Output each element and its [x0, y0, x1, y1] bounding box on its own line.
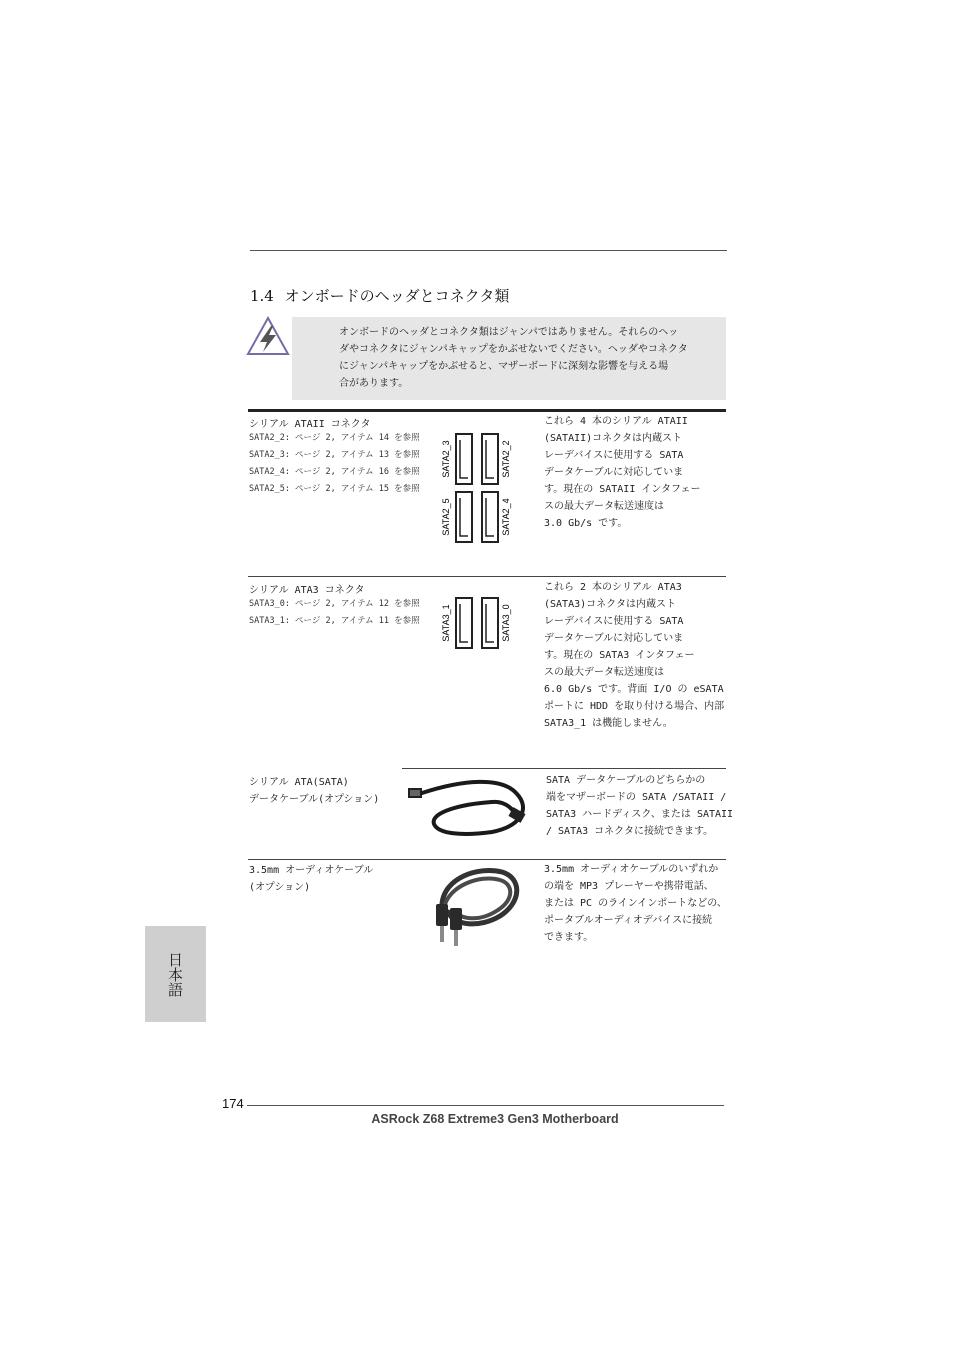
- note-line: にジャンパキャップをかぶせると、マザーボードに深刻な影響を与える場: [339, 361, 669, 372]
- note-line: オンボードのヘッダとコネクタ類はジャンパではありません。それらのヘッ: [339, 327, 679, 338]
- connector-label-sata2-5: SATA2_5: [441, 498, 451, 536]
- sata2-ref: SATA2_4: ページ 2, アイテム 16 を参照: [249, 467, 420, 477]
- sata3-connectors-diagram: [438, 592, 518, 652]
- desc-line: これら 2 本のシリアル ATA3: [544, 582, 682, 593]
- desc-line: スの最大データ転送速度は: [544, 667, 664, 678]
- desc-line: の端を MP3 プレーヤーや携帯電話、: [544, 881, 714, 892]
- warning-icon: [246, 316, 290, 356]
- connector-label-sata3-1: SATA3_1: [441, 604, 451, 642]
- sata3-title: シリアル ATA3 コネクタ: [249, 585, 365, 596]
- footer-rule: [247, 1105, 724, 1106]
- connector-label-sata2-3: SATA2_3: [441, 440, 451, 478]
- title-line: シリアル ATA(SATA): [249, 777, 349, 788]
- table-top-rule: [248, 409, 726, 412]
- desc-line: す。現在の SATA3 インタフェー: [544, 650, 695, 661]
- desc-line: 3.5mm オーディオケーブルのいずれか: [544, 864, 719, 875]
- desc-line: ポータブルオーディオデバイスに接続: [544, 915, 713, 926]
- desc-line: 3.0 Gb/s です。: [544, 518, 628, 529]
- row-divider: [248, 859, 726, 860]
- connector-label-sata2-4: SATA2_4: [501, 498, 511, 536]
- top-rule: [250, 250, 727, 251]
- desc-line: できます。: [544, 932, 594, 943]
- note-text: [339, 324, 689, 392]
- desc-line: 6.0 Gb/s です。背面 I/O の eSATA: [544, 684, 724, 695]
- sata-cable-description: [546, 772, 733, 840]
- desc-line: データケーブルに対応していま: [544, 633, 684, 644]
- sata2-connectors-diagram: [438, 428, 518, 546]
- desc-line: または PC のラインインポートなどの、: [544, 898, 727, 909]
- title-line: データケーブル(オプション): [249, 794, 380, 805]
- desc-line: (SATAII)コネクタは内蔵スト: [544, 433, 682, 444]
- sata3-ref: SATA3_1: ページ 2, アイテム 11 を参照: [249, 616, 420, 626]
- section-heading: [250, 285, 509, 306]
- desc-line: 端をマザーボードの SATA /SATAII /: [546, 792, 727, 803]
- sata-cable-title: [249, 774, 379, 808]
- row-divider: [402, 768, 726, 769]
- sata2-refs: [249, 430, 420, 498]
- sata-connector-icon: [456, 434, 472, 484]
- audio-cable-title: [249, 862, 373, 896]
- sata-connector-icon: [482, 598, 498, 648]
- footer-product-name: ASRock Z68 Extreme3 Gen3 Motherboard: [371, 1112, 619, 1126]
- sata3-refs: [249, 596, 420, 630]
- sata-cable-image: [402, 772, 537, 840]
- sata2-ref: SATA2_3: ページ 2, アイテム 13 を参照: [249, 450, 420, 460]
- desc-line: す。現在の SATAII インタフェー: [544, 484, 701, 495]
- sata2-ref: SATA2_5: ページ 2, アイテム 15 を参照: [249, 484, 420, 494]
- desc-line: SATA3 ハードディスク、または SATAII: [546, 809, 734, 820]
- desc-line: SATA データケーブルのどちらかの: [546, 775, 706, 786]
- desc-line: SATA3_1 は機能しません。: [544, 718, 673, 729]
- sata-connector-icon: [456, 492, 472, 542]
- sata-connector-icon: [482, 434, 498, 484]
- connector-label-sata3-0: SATA3_0: [501, 604, 511, 642]
- title-line: (オプション): [249, 882, 311, 893]
- language-tab-label: 日本語: [166, 951, 184, 997]
- desc-line: (SATA3)コネクタは内蔵スト: [544, 599, 676, 610]
- section-number: 1.4: [250, 287, 274, 305]
- sata2-ref: SATA2_2: ページ 2, アイテム 14 を参照: [249, 433, 420, 443]
- sata3-description: [544, 579, 724, 732]
- section-title: オンボードのヘッダとコネクタ類: [284, 287, 510, 305]
- row-divider: [248, 576, 726, 577]
- desc-line: ポートに HDD を取り付ける場合、内部: [544, 701, 725, 712]
- title-line: 3.5mm オーディオケーブル: [249, 865, 374, 876]
- connector-label-sata2-2: SATA2_2: [501, 440, 511, 478]
- sata2-title: シリアル ATAII コネクタ: [249, 419, 371, 430]
- sata-connector-icon: [482, 492, 498, 542]
- note-line: 合があります。: [339, 378, 409, 389]
- desc-line: / SATA3 コネクタに接続できます。: [546, 826, 714, 837]
- audio-cable-image: [414, 864, 526, 950]
- desc-line: レーデバイスに使用する SATA: [544, 616, 684, 627]
- sata-connector-icon: [456, 598, 472, 648]
- desc-line: スの最大データ転送速度は: [544, 501, 664, 512]
- sata3-ref: SATA3_0: ページ 2, アイテム 12 を参照: [249, 599, 420, 609]
- desc-line: これら 4 本のシリアル ATAII: [544, 416, 688, 427]
- page-number: 174: [222, 1096, 244, 1111]
- desc-line: レーデバイスに使用する SATA: [544, 450, 684, 461]
- sata2-description: [544, 413, 700, 532]
- audio-cable-description: [544, 861, 727, 946]
- note-line: ダやコネクタにジャンパキャップをかぶせないでください。ヘッダやコネクタ: [339, 344, 688, 355]
- desc-line: データケーブルに対応していま: [544, 467, 684, 478]
